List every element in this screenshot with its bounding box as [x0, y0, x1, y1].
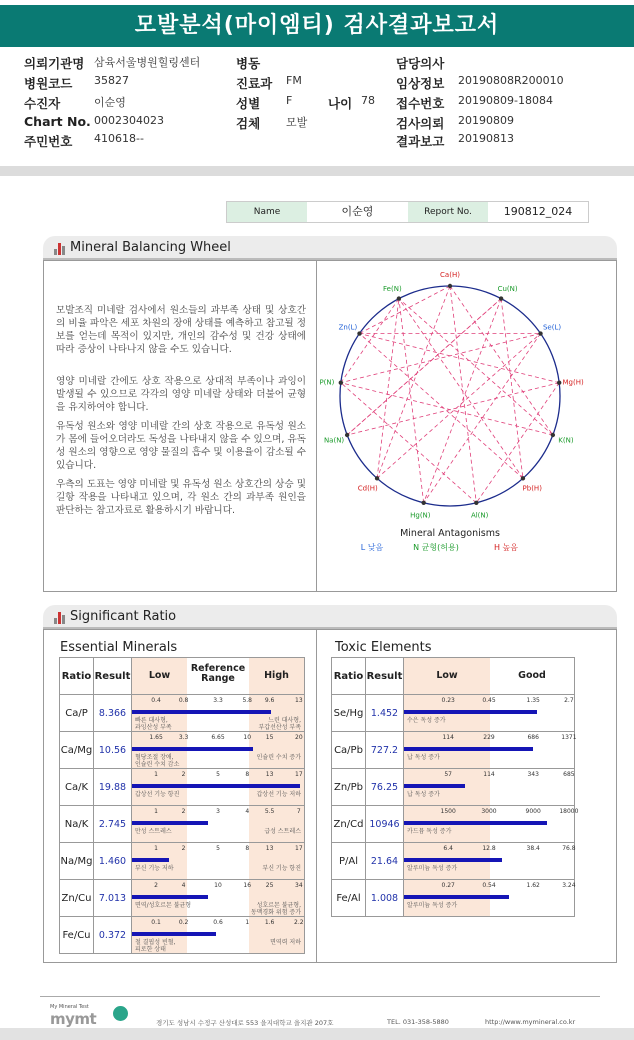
ratio-result: 727.2 [366, 732, 404, 769]
tick-label: 2.7 [564, 697, 574, 704]
label-department: 진료과 [236, 76, 273, 91]
ratio-section-title: Significant Ratio [70, 609, 177, 624]
essential-minerals-table [59, 657, 305, 954]
ratio-name: Zn/Cd [332, 806, 366, 843]
high-note: 급성 스트레스 [264, 828, 301, 835]
ratio-bar [132, 710, 271, 714]
essential-title: Essential Minerals [60, 640, 178, 655]
low-note: 빠른 대사형, 과잉산성 부족 [135, 717, 172, 731]
ratio-bar [404, 858, 502, 862]
label-sex: 성별 [236, 96, 261, 111]
label-patient: 수진자 [24, 96, 61, 111]
wheel-node [421, 501, 425, 505]
toxic-title: Toxic Elements [335, 640, 432, 655]
ratio-graph-cell [132, 917, 305, 954]
ratio-result: 0.372 [94, 917, 132, 954]
wheel-label: Ca(H) [440, 271, 460, 279]
col-high: High [264, 670, 289, 681]
antagonism-line [377, 299, 399, 479]
divider [0, 166, 634, 176]
wheel-node [499, 296, 503, 300]
paragraph-3: 유독성 원소와 영양 미네랄 간의 상호 작용으로 유독성 원소가 몸에 들어오더라도 독성을 나타내지 않을 수 있으며, 유독성 원소의 영향으로 영양 물질의 흡수 및 이용율이 감소될 수 있습니다. [56, 421, 306, 471]
col-good: Good [518, 670, 546, 681]
tick-label: 0.6 [213, 919, 223, 926]
low-note: 알루미늄 독성 증가 [407, 865, 458, 872]
tick-label: 76.8 [562, 845, 576, 852]
wheel-section-header [43, 236, 617, 260]
wheel-node [557, 381, 561, 385]
wheel-label: Cd(H) [357, 484, 378, 493]
value-specimen: 모발 [286, 116, 308, 129]
tick-label: 8 [245, 845, 250, 852]
ratio-name: Ca/K [60, 769, 94, 806]
ratio-bar [404, 895, 509, 899]
label-resident-no: 주민번호 [24, 134, 73, 149]
tick-label: 0.23 [441, 697, 455, 704]
wheel-node [521, 476, 525, 480]
report-value: 190812_024 [503, 205, 573, 218]
tick-label: 1 [154, 771, 158, 778]
ratio-name: P/Al [332, 843, 366, 880]
label-age: 나이 [328, 96, 353, 111]
report-title: 모발분석(마이엠티) 검사결과보고서 [0, 5, 634, 47]
ratio-graph-cell [132, 732, 305, 769]
value-sex: F [286, 94, 293, 107]
tick-label: 38.4 [526, 845, 540, 852]
mineral-antagonism-wheel [317, 270, 617, 580]
tick-label: 6.65 [211, 734, 225, 741]
value-chart-no: 0002304023 [94, 114, 164, 127]
antagonism-line [341, 383, 553, 435]
ratio-row [60, 880, 305, 917]
col-ratio: Ratio [60, 658, 94, 695]
tick-label: 229 [483, 734, 495, 741]
col-range-header [132, 658, 304, 694]
tick-label: 685 [563, 771, 575, 778]
ratio-graph-cell [404, 880, 575, 917]
tick-label: 0.8 [178, 697, 189, 704]
ratio-graph-cell [132, 806, 305, 843]
tick-label: 0.45 [482, 697, 496, 704]
low-note: 알루미늄 독성 증가 [407, 902, 458, 909]
wheel-section-title: Mineral Balancing Wheel [70, 240, 231, 255]
low-note: 수은 독성 증가 [407, 717, 446, 724]
low-note: 철 결핍성 빈혈, 피로한 상태 [135, 939, 176, 953]
tick-label: 5 [216, 845, 220, 852]
tick-label: 1500 [440, 808, 456, 815]
ratio-section-header [43, 605, 617, 629]
ratio-name: Fe/Al [332, 880, 366, 917]
tick-label: 1.6 [264, 919, 275, 926]
col-ratio: Ratio [332, 658, 366, 695]
wheel-title: Mineral Antagonisms [400, 528, 500, 539]
low-note: 납 독성 증가 [407, 754, 440, 761]
col-range-header [404, 658, 574, 694]
label-receipt: 접수번호 [396, 96, 445, 111]
ratio-bar [132, 784, 300, 788]
wheel-node [357, 331, 361, 335]
value-report-date: 20190813 [458, 132, 514, 145]
high-note: 부신 기능 항진 [262, 865, 301, 872]
wheel-node [551, 433, 555, 437]
high-note: 면역력 저하 [270, 939, 301, 946]
ratio-result: 19.88 [94, 769, 132, 806]
ratio-row [60, 917, 305, 954]
tick-label: 13 [295, 697, 303, 704]
tick-label: 5.8 [242, 697, 253, 704]
ratio-row [332, 806, 575, 843]
tick-label: 9.6 [264, 697, 275, 704]
label-institution: 의뢰기관명 [24, 56, 85, 71]
tick-label: 3.3 [178, 734, 189, 741]
tick-label: 57 [444, 771, 453, 778]
antagonism-line [399, 299, 553, 435]
tick-label: 114 [442, 734, 454, 741]
ratio-name: Ca/P [60, 695, 94, 732]
tick-label: 5 [216, 771, 220, 778]
label-specimen: 검체 [236, 116, 261, 131]
wheel-label: Fe(N) [383, 284, 402, 293]
tick-label: 1 [245, 919, 250, 926]
ratio-graph-cell [404, 695, 575, 732]
tick-label: 3 [216, 808, 220, 815]
brand-small: My Mineral Test [50, 1004, 89, 1010]
tick-label: 0.27 [441, 882, 455, 889]
wheel-node [375, 476, 379, 480]
ratio-graph-cell [132, 880, 305, 917]
ratio-result: 76.25 [366, 769, 404, 806]
wheel-node [397, 296, 401, 300]
ratio-bar [132, 858, 169, 862]
tick-label: 17 [295, 771, 303, 778]
ratio-graph-cell [404, 732, 575, 769]
tick-label: 1 [154, 808, 158, 815]
tick-label: 1.62 [526, 882, 540, 889]
logo-leaf-icon [113, 1006, 128, 1021]
paragraph-2: 영양 미네랄 간에도 상호 작용으로 상대적 부족이나 과잉이 발생될 수 있으므로 각각의 영양 미네랄 상태와 더불어 균형을 유지하여야 합니다. [56, 376, 306, 413]
col-result: Result [94, 658, 132, 695]
tick-label: 2 [181, 845, 186, 852]
name-value: 이순영 [341, 205, 374, 218]
tick-label: 343 [527, 771, 539, 778]
label-ward: 병동 [236, 56, 261, 71]
footer-tel: TEL. 031-358-5880 [387, 1018, 449, 1026]
low-note: 납 독성 증가 [407, 791, 440, 798]
ratio-result: 10946 [366, 806, 404, 843]
ratio-graph-cell [132, 695, 305, 732]
ratio-bar [132, 895, 208, 899]
footer-divider [40, 996, 600, 997]
name-bar [226, 201, 589, 223]
ratio-row [332, 695, 575, 732]
wheel-node [474, 501, 478, 505]
ratio-graph-cell [404, 806, 579, 843]
ratio-row [332, 880, 575, 917]
tick-label: 686 [527, 734, 539, 741]
ratio-result: 8.366 [94, 695, 132, 732]
wheel-label: Se(L) [542, 323, 562, 332]
tick-label: 2 [181, 771, 186, 778]
tick-label: 3000 [481, 808, 497, 815]
tick-label: 10 [243, 734, 252, 741]
tick-label: 2.2 [294, 919, 304, 926]
tick-label: 2 [181, 808, 186, 815]
col-reference: Reference Range [190, 663, 246, 684]
tick-label: 1.35 [526, 697, 540, 704]
ratio-graph-cell [404, 769, 575, 806]
high-note: 성호르몬 불균형, 동맥경화 위험 증가 [250, 902, 301, 916]
tick-label: 34 [295, 882, 303, 889]
tick-label: 15 [265, 734, 274, 741]
paragraph-4: 우측의 도표는 영양 미네랄 및 유독성 원소 상호간의 상승 및 길항 작용을 나타내고 있으며, 각 원소 간의 과부족 원인을 판단하는 참고자료로 활용하시기 바랍니다. [56, 479, 306, 516]
tick-label: 1 [154, 845, 158, 852]
ratio-graph-cell [132, 843, 305, 880]
wheel-label: Mg(H) [562, 378, 584, 387]
ratio-name: Fe/Cu [60, 917, 94, 954]
ratio-row [332, 769, 575, 806]
col-low: Low [148, 670, 171, 681]
antagonism-line [347, 383, 559, 435]
antagonism-line [359, 334, 559, 383]
ratio-row [332, 843, 575, 880]
tick-label: 17 [295, 845, 303, 852]
low-note: 부신 기능 저하 [135, 865, 174, 872]
tick-label: 2 [154, 882, 158, 889]
ratio-row [60, 732, 305, 769]
ratio-row [60, 769, 305, 806]
bar-chart-icon [54, 243, 66, 255]
ratio-result: 2.745 [94, 806, 132, 843]
ratio-graph-cell [132, 769, 305, 806]
ratio-name: Se/Hg [332, 695, 366, 732]
tick-label: 0.54 [482, 882, 496, 889]
tick-label: 0.2 [178, 919, 189, 926]
tick-label: 18000 [559, 808, 579, 815]
antagonism-line [377, 334, 540, 479]
tick-label: 6.4 [443, 845, 453, 852]
tick-label: 13 [265, 845, 274, 852]
value-request-date: 20190809 [458, 114, 514, 127]
tick-label: 9000 [525, 808, 541, 815]
wheel-label: P(N) [319, 378, 335, 387]
label-chart-no: Chart No. [24, 114, 91, 129]
low-note: 갑상선 기능 항진 [135, 791, 180, 798]
wheel-label: Al(N) [470, 511, 489, 520]
ratio-result: 1.008 [366, 880, 404, 917]
tick-label: 16 [243, 882, 252, 889]
wheel-label: Na(N) [323, 436, 345, 445]
value-clinical: 20190808R200010 [458, 74, 564, 87]
ratio-row [60, 806, 305, 843]
ratio-bar [404, 784, 465, 788]
wheel-label: Hg(N) [410, 511, 431, 520]
tick-label: 20 [295, 734, 303, 741]
value-resident-no: 410618-- [94, 132, 144, 145]
tick-label: 7 [296, 808, 301, 815]
tick-label: 25 [265, 882, 274, 889]
value-institution: 삼육서울병원힐링센터 [94, 56, 201, 69]
footer-address: 경기도 성남시 수정구 산성대로 553 을지대학교 을지관 207호 [156, 1019, 334, 1027]
value-receipt: 20190809-18084 [458, 94, 553, 107]
ratio-result: 1.452 [366, 695, 404, 732]
ratio-result: 10.56 [94, 732, 132, 769]
name-label: Name [227, 202, 307, 222]
tick-label: 8 [245, 771, 250, 778]
toxic-elements-table [331, 657, 579, 917]
wheel-node [345, 433, 349, 437]
wheel-label: Cu(N) [497, 284, 518, 293]
col-low: Low [436, 670, 458, 681]
ratio-result: 7.013 [94, 880, 132, 917]
wheel-node [538, 331, 542, 335]
antagonism-line [501, 299, 523, 479]
tick-label: 0.4 [151, 697, 161, 704]
tick-label: 1371 [561, 734, 577, 741]
label-hospital-code: 병원코드 [24, 76, 73, 91]
footer-url[interactable]: http://www.mymineral.co.kr [485, 1018, 576, 1026]
antagonism-line [377, 286, 450, 478]
legend-high: H 높음 [493, 543, 519, 552]
antagonism-line [359, 286, 450, 334]
bar-chart-icon [54, 612, 66, 624]
antagonism-line [476, 383, 559, 503]
label-doctor: 담당의사 [396, 56, 445, 71]
ratio-result: 1.460 [94, 843, 132, 880]
ratio-name: Ca/Mg [60, 732, 94, 769]
ratio-bar [132, 932, 216, 936]
high-note: 갑상선 기능 저하 [256, 791, 301, 798]
ratio-row [60, 695, 305, 732]
ratio-name: Zn/Cu [60, 880, 94, 917]
ratio-bar [404, 747, 533, 751]
ratio-name: Zn/Pb [332, 769, 366, 806]
ratio-row [60, 843, 305, 880]
wheel-circle [340, 286, 560, 506]
low-note: 혈당조절 장애, 인슐린 수치 감소 [135, 754, 180, 768]
ratio-bar [132, 821, 208, 825]
ratio-name: Na/K [60, 806, 94, 843]
wheel-label: K(N) [558, 436, 574, 445]
tick-label: 12.8 [482, 845, 496, 852]
value-age: 78 [361, 94, 375, 107]
tick-label: 5.5 [264, 808, 275, 815]
legend-low: L 낮음 [360, 543, 384, 552]
footer-bar [0, 1028, 634, 1040]
ratio-bar [132, 747, 253, 751]
tick-label: 3.3 [213, 697, 223, 704]
tick-label: 114 [483, 771, 495, 778]
label-request-date: 검사의뢰 [396, 116, 445, 131]
ratio-result: 21.64 [366, 843, 404, 880]
wheel-node [339, 381, 343, 385]
value-hospital-code: 35827 [94, 74, 129, 87]
wheel-node [448, 284, 452, 288]
col-result: Result [366, 658, 404, 695]
label-clinical: 임상정보 [396, 76, 445, 91]
value-patient: 이순영 [94, 96, 126, 109]
low-note: 만성 스트레스 [135, 828, 172, 835]
ratio-name: Na/Mg [60, 843, 94, 880]
low-note: 면역/성호르몬 불균형 [135, 902, 192, 909]
tick-label: 13 [265, 771, 274, 778]
antagonism-line [399, 299, 424, 503]
tick-label: 10 [214, 882, 222, 889]
wheel-label: Zn(L) [338, 323, 358, 332]
ratio-row [332, 732, 575, 769]
label-report-date: 결과보고 [396, 134, 445, 149]
high-note: 인슐린 수치 증가 [256, 754, 301, 761]
tick-label: 3.24 [562, 882, 576, 889]
low-note: 카드뮴 독성 증가 [407, 828, 452, 835]
ratio-bar [404, 710, 537, 714]
wheel-label: Pb(H) [522, 484, 542, 493]
ratio-name: Ca/Pb [332, 732, 366, 769]
paragraph-1: 모발조직 미네랄 검사에서 원소들의 과부족 상태 및 상호간의 비율 파악은 세포 차원의 장애 상태를 예측하고 참고될 정보를 얻는데 목적이 있지만, 개인의 감수성 및 건강 상태에 따라 증상이 나타나지 않을 수도 있습니다. [56, 305, 306, 355]
antagonism-line [424, 299, 501, 503]
ratio-panel-divider [316, 629, 317, 963]
tick-label: 0.1 [151, 919, 161, 926]
ratio-graph-cell [404, 843, 575, 880]
tick-label: 4 [181, 882, 186, 889]
high-note: 느린 대사형, 부갑선산성 부족 [258, 717, 301, 731]
legend-normal: N 균형(허용) [413, 543, 459, 552]
antagonism-line [338, 299, 399, 383]
tick-label: 1.65 [149, 734, 163, 741]
tick-label: 4 [245, 808, 250, 815]
value-department: FM [286, 74, 302, 87]
ratio-bar [404, 821, 547, 825]
report-label: Report No. [408, 202, 488, 222]
brand-logo: mymt [50, 1010, 97, 1028]
